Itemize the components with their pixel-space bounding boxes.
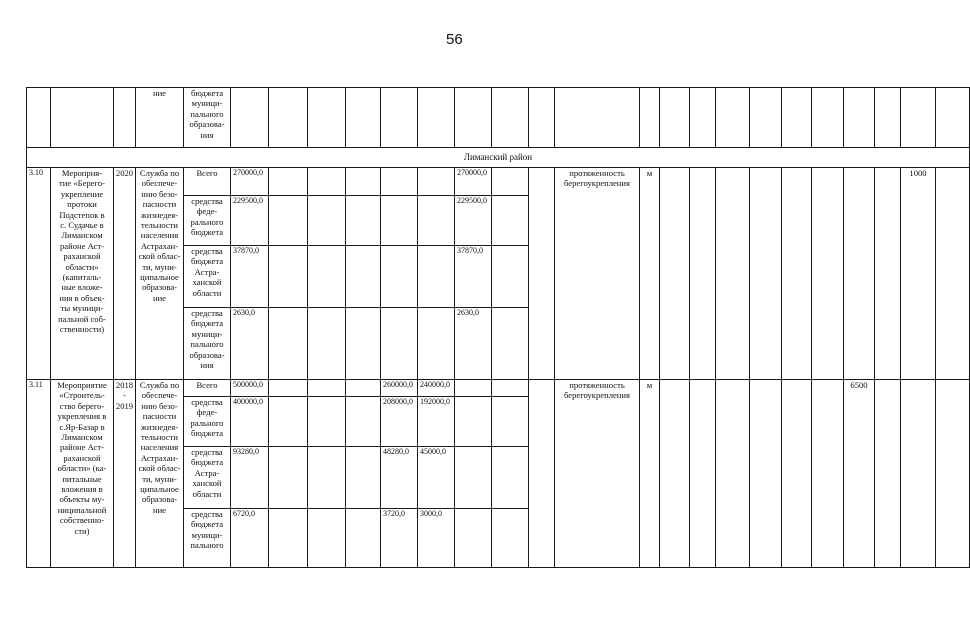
amount-year-c: 229500,0 (455, 196, 492, 246)
funding-source: средства бюджета Астра- ханской области (184, 447, 231, 509)
executor: Служба по обеспече- нию безо- пасности жизнедея- тельности населения Астрахан- ской облас- ти, муни- ципальное образова- ние (136, 380, 184, 568)
funding-source: средства бюджета муници- пального (184, 509, 231, 568)
implementation-year: 2020 (114, 168, 136, 380)
source-tail: бюджета муници- пального образова- ния (184, 88, 231, 148)
amount-year-a (381, 196, 418, 246)
amount-total: 6720,0 (231, 509, 269, 568)
amount-year-c: 270000,0 (455, 168, 492, 196)
amount-year-c (455, 380, 492, 397)
funding-source: средства феде- рального бюджета (184, 397, 231, 447)
amount-year-b (418, 196, 455, 246)
table-row (27, 88, 970, 148)
amount-year-b (418, 168, 455, 196)
funding-source: средства бюджета Астра- ханской области (184, 246, 231, 308)
amount-total: 2630,0 (231, 308, 269, 380)
table-row (27, 168, 970, 196)
indicator-target-value: 1000 (901, 168, 936, 380)
funding-source: Всего (184, 380, 231, 397)
amount-total: 93280,0 (231, 447, 269, 509)
amount-year-c: 37870,0 (455, 246, 492, 308)
amount-total: 37870,0 (231, 246, 269, 308)
amount-year-c (455, 397, 492, 447)
implementation-year: 2018 - 2019 (114, 380, 136, 568)
amount-year-a (381, 246, 418, 308)
amount-year-a: 3720,0 (381, 509, 418, 568)
indicator-unit: м (640, 168, 660, 380)
amount-year-b: 192000,0 (418, 397, 455, 447)
amount-year-a: 208000,0 (381, 397, 418, 447)
amount-year-b: 240000,0 (418, 380, 455, 397)
indicator-target-value: 6500 (844, 380, 875, 568)
amount-year-b (418, 308, 455, 380)
executor-tail: ние (136, 88, 184, 148)
table-row (27, 380, 970, 397)
page-number: 56 (446, 31, 463, 48)
amount-total: 229500,0 (231, 196, 269, 246)
executor: Служба по обеспече- нию безо- пасности жизнедея- тельности населения Астрахан- ской облас- ти, муни- ципальное образова- ние (136, 168, 184, 380)
measure-name: Мероприятие «Строитель- ство берего- укрепления в с.Яр-Базар в Лиманском районе Аст- раханской области» (ка- питальные вложения в объекты му- ниципальной собственно- сти) (51, 380, 114, 568)
amount-year-c (455, 509, 492, 568)
indicator-name: протяженность берегоукрепления (555, 380, 640, 568)
amount-year-a (381, 168, 418, 196)
budget-table (26, 87, 970, 568)
amount-year-c (455, 447, 492, 509)
indicator-name: протяженность берегоукрепления (555, 168, 640, 380)
amount-total: 400000,0 (231, 397, 269, 447)
amount-year-b (418, 246, 455, 308)
measure-name: Меропрня- тие «Берего- укрепление протоки Подстепок в с. Судачье в Лиманском районе Аст- раханской области» (капиталь- ные вложе- ния в объек- ты муници- пальной соб- ственности) (51, 168, 114, 380)
amount-total: 270000,0 (231, 168, 269, 196)
funding-source: средства бюджета муници- пального образова- ния (184, 308, 231, 380)
amount-year-b: 3000,0 (418, 509, 455, 568)
region-header: Лиманский район (27, 148, 970, 168)
amount-year-b: 45000,0 (418, 447, 455, 509)
row-number: 3.11 (27, 380, 51, 568)
amount-total: 500000,0 (231, 380, 269, 397)
amount-year-a (381, 308, 418, 380)
funding-source: средства феде- рального бюджета (184, 196, 231, 246)
amount-year-c: 2630,0 (455, 308, 492, 380)
indicator-unit: м (640, 380, 660, 568)
row-number: 3.10 (27, 168, 51, 380)
amount-year-a: 48280,0 (381, 447, 418, 509)
funding-source: Всего (184, 168, 231, 196)
table-row (27, 148, 970, 168)
amount-year-a: 260000,0 (381, 380, 418, 397)
